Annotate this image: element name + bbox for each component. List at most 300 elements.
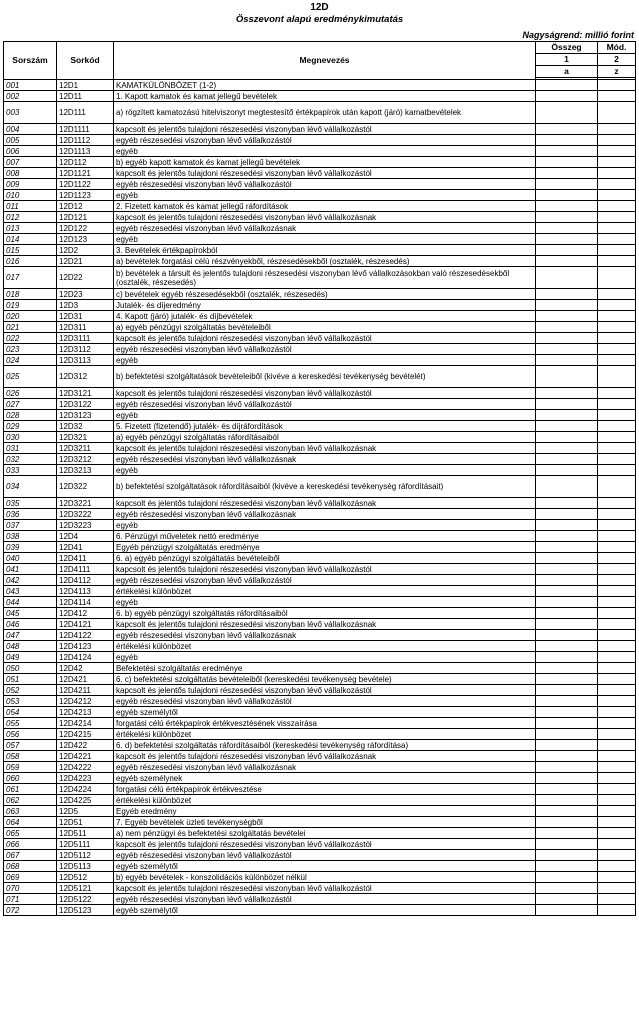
row-code: 12D3223 (57, 520, 114, 531)
table-row (4, 223, 636, 234)
table-row (4, 674, 636, 685)
row-code: 12D422 (57, 740, 114, 751)
modification-cell[interactable] (598, 322, 636, 333)
modification-cell[interactable] (598, 872, 636, 883)
amount-cell[interactable] (536, 179, 598, 190)
row-number: 070 (4, 883, 57, 894)
row-description: egyéb részesedési viszonyban lévő vállalkozásnak (114, 454, 536, 465)
row-description: egyéb (114, 597, 536, 608)
table-row (4, 146, 636, 157)
row-description: egyéb részesedési viszonyban lévő vállalkozásnak (114, 762, 536, 773)
amount-cell[interactable] (536, 707, 598, 718)
amount-cell[interactable] (536, 443, 598, 454)
modification-cell[interactable] (598, 707, 636, 718)
modification-cell[interactable] (598, 80, 636, 91)
row-code: 12D1111 (57, 124, 114, 135)
modification-cell[interactable] (598, 388, 636, 399)
row-number: 027 (4, 399, 57, 410)
amount-cell[interactable] (536, 685, 598, 696)
table-row (4, 388, 636, 399)
amount-cell[interactable] (536, 531, 598, 542)
amount-cell[interactable] (536, 146, 598, 157)
row-number: 059 (4, 762, 57, 773)
row-description: a) nem pénzügyi és befektetési szolgáltatás bevételei (114, 828, 536, 839)
modification-cell[interactable] (598, 410, 636, 421)
modification-cell[interactable] (598, 355, 636, 366)
row-description: c) bevételek egyéb részesedésekből (osztalék, részesedés) (114, 289, 536, 300)
modification-cell[interactable] (598, 795, 636, 806)
modification-cell[interactable] (598, 498, 636, 509)
modification-cell[interactable] (598, 718, 636, 729)
table-row (4, 300, 636, 311)
row-description: egyéb részesedési viszonyban lévő vállalkozásnak (114, 509, 536, 520)
modification-cell[interactable] (598, 740, 636, 751)
amount-cell[interactable] (536, 124, 598, 135)
amount-cell[interactable] (536, 245, 598, 256)
row-number: 069 (4, 872, 57, 883)
amount-cell[interactable] (536, 520, 598, 531)
modification-cell[interactable] (598, 696, 636, 707)
table-row (4, 751, 636, 762)
row-number: 045 (4, 608, 57, 619)
row-code: 12D32 (57, 421, 114, 432)
row-code: 12D311 (57, 322, 114, 333)
table-row (4, 509, 636, 520)
row-code: 12D3113 (57, 355, 114, 366)
col-header-osszeg-num: 1 (536, 54, 598, 66)
amount-cell[interactable] (536, 828, 598, 839)
modification-cell[interactable] (598, 630, 636, 641)
amount-cell[interactable] (536, 619, 598, 630)
row-number: 028 (4, 410, 57, 421)
table-row (4, 355, 636, 366)
modification-cell[interactable] (598, 333, 636, 344)
table-row (4, 531, 636, 542)
modification-cell[interactable] (598, 465, 636, 476)
amount-cell[interactable] (536, 333, 598, 344)
modification-cell[interactable] (598, 784, 636, 795)
row-description: egyéb részesedési viszonyban lévő vállalkozástól (114, 696, 536, 707)
table-row (4, 762, 636, 773)
modification-cell[interactable] (598, 289, 636, 300)
table-row (4, 652, 636, 663)
modification-cell[interactable] (598, 366, 636, 388)
row-number: 013 (4, 223, 57, 234)
amount-cell[interactable] (536, 267, 598, 289)
amount-cell[interactable] (536, 751, 598, 762)
amount-cell[interactable] (536, 861, 598, 872)
row-number: 026 (4, 388, 57, 399)
amount-cell[interactable] (536, 773, 598, 784)
modification-cell[interactable] (598, 399, 636, 410)
modification-cell[interactable] (598, 267, 636, 289)
row-description: Befektetési szolgáltatás eredménye (114, 663, 536, 674)
row-number: 055 (4, 718, 57, 729)
amount-cell[interactable] (536, 817, 598, 828)
modification-cell[interactable] (598, 553, 636, 564)
modification-cell[interactable] (598, 674, 636, 685)
row-code: 12D42 (57, 663, 114, 674)
col-header-osszeg: Összeg (536, 42, 598, 54)
row-code: 12D4123 (57, 641, 114, 652)
row-description: b) egyéb kapott kamatok és kamat jellegű bevételek (114, 157, 536, 168)
col-header-megnevezes: Megnevezés (114, 42, 536, 80)
row-number: 058 (4, 751, 57, 762)
row-description: kapcsolt és jelentős tulajdoni részesedési viszonyban lévő vállalkozástól (114, 685, 536, 696)
row-code: 12D1 (57, 80, 114, 91)
amount-cell[interactable] (536, 80, 598, 91)
amount-cell[interactable] (536, 630, 598, 641)
modification-cell[interactable] (598, 663, 636, 674)
amount-cell[interactable] (536, 883, 598, 894)
row-code: 12D3221 (57, 498, 114, 509)
modification-cell[interactable] (598, 179, 636, 190)
row-number: 017 (4, 267, 57, 289)
row-code: 12D3213 (57, 465, 114, 476)
row-description: a) rögzített kamatozású hitelviszonyt megtestesítő értékpapírok után kapott (járó) kamatbevételek (114, 102, 536, 124)
row-description: kapcsolt és jelentős tulajdoni részesedési viszonyban lévő vállalkozásnak (114, 619, 536, 630)
amount-cell[interactable] (536, 905, 598, 916)
table-row (4, 190, 636, 201)
modification-cell[interactable] (598, 817, 636, 828)
modification-cell[interactable] (598, 124, 636, 135)
row-description: b) befektetési szolgáltatások ráfordításaiból (kivéve a kereskedési tevékenység ráfordításait) (114, 476, 536, 498)
amount-cell[interactable] (536, 91, 598, 102)
row-code: 12D322 (57, 476, 114, 498)
row-number: 015 (4, 245, 57, 256)
row-description: 3. Bevételek értékpapírokból (114, 245, 536, 256)
modification-cell[interactable] (598, 201, 636, 212)
amount-cell[interactable] (536, 784, 598, 795)
amount-cell[interactable] (536, 135, 598, 146)
table-row (4, 289, 636, 300)
amount-cell[interactable] (536, 872, 598, 883)
row-code: 12D4112 (57, 575, 114, 586)
row-number: 023 (4, 344, 57, 355)
amount-cell[interactable] (536, 201, 598, 212)
row-number: 005 (4, 135, 57, 146)
table-row (4, 91, 636, 102)
modification-cell[interactable] (598, 531, 636, 542)
amount-cell[interactable] (536, 432, 598, 443)
row-number: 066 (4, 839, 57, 850)
amount-cell[interactable] (536, 674, 598, 685)
amount-cell[interactable] (536, 762, 598, 773)
row-code: 12D4222 (57, 762, 114, 773)
table-row (4, 135, 636, 146)
row-code: 12D3122 (57, 399, 114, 410)
row-description: értékelési különbözet (114, 586, 536, 597)
row-code: 12D21 (57, 256, 114, 267)
amount-cell[interactable] (536, 718, 598, 729)
amount-cell[interactable] (536, 311, 598, 322)
modification-cell[interactable] (598, 476, 636, 498)
modification-cell[interactable] (598, 168, 636, 179)
modification-cell[interactable] (598, 586, 636, 597)
table-row (4, 586, 636, 597)
row-description: 5. Fizetett (fizetendő) jutalék- és díjráfordítások (114, 421, 536, 432)
row-description: egyéb részesedési viszonyban lévő vállalkozástól (114, 894, 536, 905)
row-description: egyéb (114, 190, 536, 201)
row-description: 6. Pénzügyi műveletek nettó eredménye (114, 531, 536, 542)
modification-cell[interactable] (598, 685, 636, 696)
table-row (4, 454, 636, 465)
modification-cell[interactable] (598, 542, 636, 553)
table-row (4, 333, 636, 344)
amount-cell[interactable] (536, 322, 598, 333)
table-row (4, 399, 636, 410)
modification-cell[interactable] (598, 421, 636, 432)
amount-cell[interactable] (536, 586, 598, 597)
col-header-sorszam: Sorszám (4, 42, 57, 80)
amount-cell[interactable] (536, 465, 598, 476)
modification-cell[interactable] (598, 564, 636, 575)
amount-cell[interactable] (536, 663, 598, 674)
amount-cell[interactable] (536, 894, 598, 905)
amount-cell[interactable] (536, 597, 598, 608)
table-row (4, 575, 636, 586)
row-number: 019 (4, 300, 57, 311)
row-description: 6. d) befektetési szolgáltatás ráfordításaiból (kereskedési tevékenység ráfordítása) (114, 740, 536, 751)
table-row (4, 157, 636, 168)
row-description: egyéb (114, 652, 536, 663)
modification-cell[interactable] (598, 597, 636, 608)
amount-cell[interactable] (536, 641, 598, 652)
report-code: 12D (310, 2, 329, 13)
amount-cell[interactable] (536, 652, 598, 663)
row-code: 12D3112 (57, 344, 114, 355)
row-number: 034 (4, 476, 57, 498)
row-number: 001 (4, 80, 57, 91)
table-row (4, 861, 636, 872)
table-row (4, 498, 636, 509)
modification-cell[interactable] (598, 641, 636, 652)
table-row (4, 553, 636, 564)
modification-cell[interactable] (598, 905, 636, 916)
modification-cell[interactable] (598, 157, 636, 168)
row-code: 12D1123 (57, 190, 114, 201)
table-row (4, 520, 636, 531)
modification-cell[interactable] (598, 850, 636, 861)
modification-cell[interactable] (598, 212, 636, 223)
row-number: 007 (4, 157, 57, 168)
amount-cell[interactable] (536, 190, 598, 201)
row-number: 049 (4, 652, 57, 663)
modification-cell[interactable] (598, 509, 636, 520)
row-description: 6. b) egyéb pénzügyi szolgáltatás ráfordításaiból (114, 608, 536, 619)
amount-cell[interactable] (536, 300, 598, 311)
row-description: KAMATKÜLÖNBÖZET (1-2) (114, 80, 536, 91)
amount-cell[interactable] (536, 498, 598, 509)
row-number: 031 (4, 443, 57, 454)
amount-cell[interactable] (536, 256, 598, 267)
table-row (4, 344, 636, 355)
amount-cell[interactable] (536, 289, 598, 300)
row-description: forgatási célú értékpapírok értékvesztésének visszaírása (114, 718, 536, 729)
modification-cell[interactable] (598, 102, 636, 124)
row-code: 12D123 (57, 234, 114, 245)
modification-cell[interactable] (598, 608, 636, 619)
modification-cell[interactable] (598, 344, 636, 355)
row-number: 014 (4, 234, 57, 245)
table-row (4, 124, 636, 135)
row-number: 067 (4, 850, 57, 861)
row-description: kapcsolt és jelentős tulajdoni részesedési viszonyban lévő vállalkozástól (114, 839, 536, 850)
row-number: 002 (4, 91, 57, 102)
modification-cell[interactable] (598, 146, 636, 157)
table-row (4, 102, 636, 124)
modification-cell[interactable] (598, 520, 636, 531)
modification-cell[interactable] (598, 729, 636, 740)
row-code: 12D2 (57, 245, 114, 256)
amount-cell[interactable] (536, 388, 598, 399)
row-description: egyéb (114, 146, 536, 157)
row-code: 12D5122 (57, 894, 114, 905)
amount-cell[interactable] (536, 553, 598, 564)
row-number: 068 (4, 861, 57, 872)
modification-cell[interactable] (598, 91, 636, 102)
modification-cell[interactable] (598, 234, 636, 245)
row-description: egyéb részesedési viszonyban lévő vállalkozásnak (114, 223, 536, 234)
row-number: 039 (4, 542, 57, 553)
amount-cell[interactable] (536, 795, 598, 806)
amount-cell[interactable] (536, 696, 598, 707)
row-number: 022 (4, 333, 57, 344)
row-code: 12D3123 (57, 410, 114, 421)
row-code: 12D3121 (57, 388, 114, 399)
modification-cell[interactable] (598, 652, 636, 663)
row-number: 051 (4, 674, 57, 685)
amount-cell[interactable] (536, 421, 598, 432)
amount-cell[interactable] (536, 344, 598, 355)
row-description: kapcsolt és jelentős tulajdoni részesedési viszonyban lévő vállalkozásnak (114, 751, 536, 762)
row-description: egyéb (114, 410, 536, 421)
modification-cell[interactable] (598, 828, 636, 839)
row-description: kapcsolt és jelentős tulajdoni részesedési viszonyban lévő vállalkozástól (114, 388, 536, 399)
modification-cell[interactable] (598, 190, 636, 201)
amount-cell[interactable] (536, 608, 598, 619)
row-number: 057 (4, 740, 57, 751)
table-row (4, 311, 636, 322)
table-row (4, 795, 636, 806)
amount-cell[interactable] (536, 399, 598, 410)
amount-cell[interactable] (536, 575, 598, 586)
amount-cell[interactable] (536, 157, 598, 168)
row-number: 009 (4, 179, 57, 190)
row-code: 12D421 (57, 674, 114, 685)
amount-cell[interactable] (536, 740, 598, 751)
modification-cell[interactable] (598, 575, 636, 586)
table-row (4, 839, 636, 850)
table-row (4, 542, 636, 553)
table-row (4, 883, 636, 894)
row-description: értékelési különbözet (114, 795, 536, 806)
table-row (4, 443, 636, 454)
modification-cell[interactable] (598, 762, 636, 773)
row-code: 12D4111 (57, 564, 114, 575)
table-row (4, 234, 636, 245)
amount-cell[interactable] (536, 476, 598, 498)
modification-cell[interactable] (598, 839, 636, 850)
row-number: 004 (4, 124, 57, 135)
row-number: 038 (4, 531, 57, 542)
modification-cell[interactable] (598, 806, 636, 817)
amount-cell[interactable] (536, 212, 598, 223)
row-code: 12D4213 (57, 707, 114, 718)
amount-cell[interactable] (536, 102, 598, 124)
row-number: 018 (4, 289, 57, 300)
modification-cell[interactable] (598, 894, 636, 905)
income-statement-table (3, 41, 636, 916)
amount-cell[interactable] (536, 850, 598, 861)
row-description: egyéb részesedési viszonyban lévő vállalkozástól (114, 179, 536, 190)
amount-cell[interactable] (536, 223, 598, 234)
amount-cell[interactable] (536, 366, 598, 388)
amount-cell[interactable] (536, 168, 598, 179)
row-description: 2. Fizetett kamatok és kamat jellegű ráfordítások (114, 201, 536, 212)
modification-cell[interactable] (598, 619, 636, 630)
modification-cell[interactable] (598, 773, 636, 784)
amount-cell[interactable] (536, 564, 598, 575)
amount-cell[interactable] (536, 410, 598, 421)
modification-cell[interactable] (598, 300, 636, 311)
modification-cell[interactable] (598, 223, 636, 234)
modification-cell[interactable] (598, 883, 636, 894)
row-description: 6. c) befektetési szolgáltatás bevételeiből (kereskedési tevékenység bevétele) (114, 674, 536, 685)
row-code: 12D31 (57, 311, 114, 322)
row-code: 12D312 (57, 366, 114, 388)
modification-cell[interactable] (598, 751, 636, 762)
row-number: 072 (4, 905, 57, 916)
row-number: 056 (4, 729, 57, 740)
row-code: 12D511 (57, 828, 114, 839)
row-code: 12D11 (57, 91, 114, 102)
modification-cell[interactable] (598, 311, 636, 322)
table-row (4, 245, 636, 256)
amount-cell[interactable] (536, 509, 598, 520)
row-code: 12D1121 (57, 168, 114, 179)
row-code: 12D4214 (57, 718, 114, 729)
table-row (4, 828, 636, 839)
amount-cell[interactable] (536, 806, 598, 817)
row-code: 12D412 (57, 608, 114, 619)
amount-cell[interactable] (536, 355, 598, 366)
amount-cell[interactable] (536, 542, 598, 553)
modification-cell[interactable] (598, 432, 636, 443)
amount-cell[interactable] (536, 839, 598, 850)
table-row (4, 894, 636, 905)
row-description: egyéb részesedési viszonyban lévő vállalkozástól (114, 850, 536, 861)
modification-cell[interactable] (598, 454, 636, 465)
amount-cell[interactable] (536, 234, 598, 245)
row-number: 063 (4, 806, 57, 817)
modification-cell[interactable] (598, 861, 636, 872)
table-row (4, 256, 636, 267)
modification-cell[interactable] (598, 443, 636, 454)
row-code: 12D4225 (57, 795, 114, 806)
row-number: 044 (4, 597, 57, 608)
row-number: 052 (4, 685, 57, 696)
modification-cell[interactable] (598, 245, 636, 256)
modification-cell[interactable] (598, 135, 636, 146)
row-number: 006 (4, 146, 57, 157)
row-description: b) egyéb bevételek - konszolidációs különbözet nélkül (114, 872, 536, 883)
row-code: 12D411 (57, 553, 114, 564)
row-number: 016 (4, 256, 57, 267)
modification-cell[interactable] (598, 256, 636, 267)
amount-cell[interactable] (536, 454, 598, 465)
amount-cell[interactable] (536, 729, 598, 740)
